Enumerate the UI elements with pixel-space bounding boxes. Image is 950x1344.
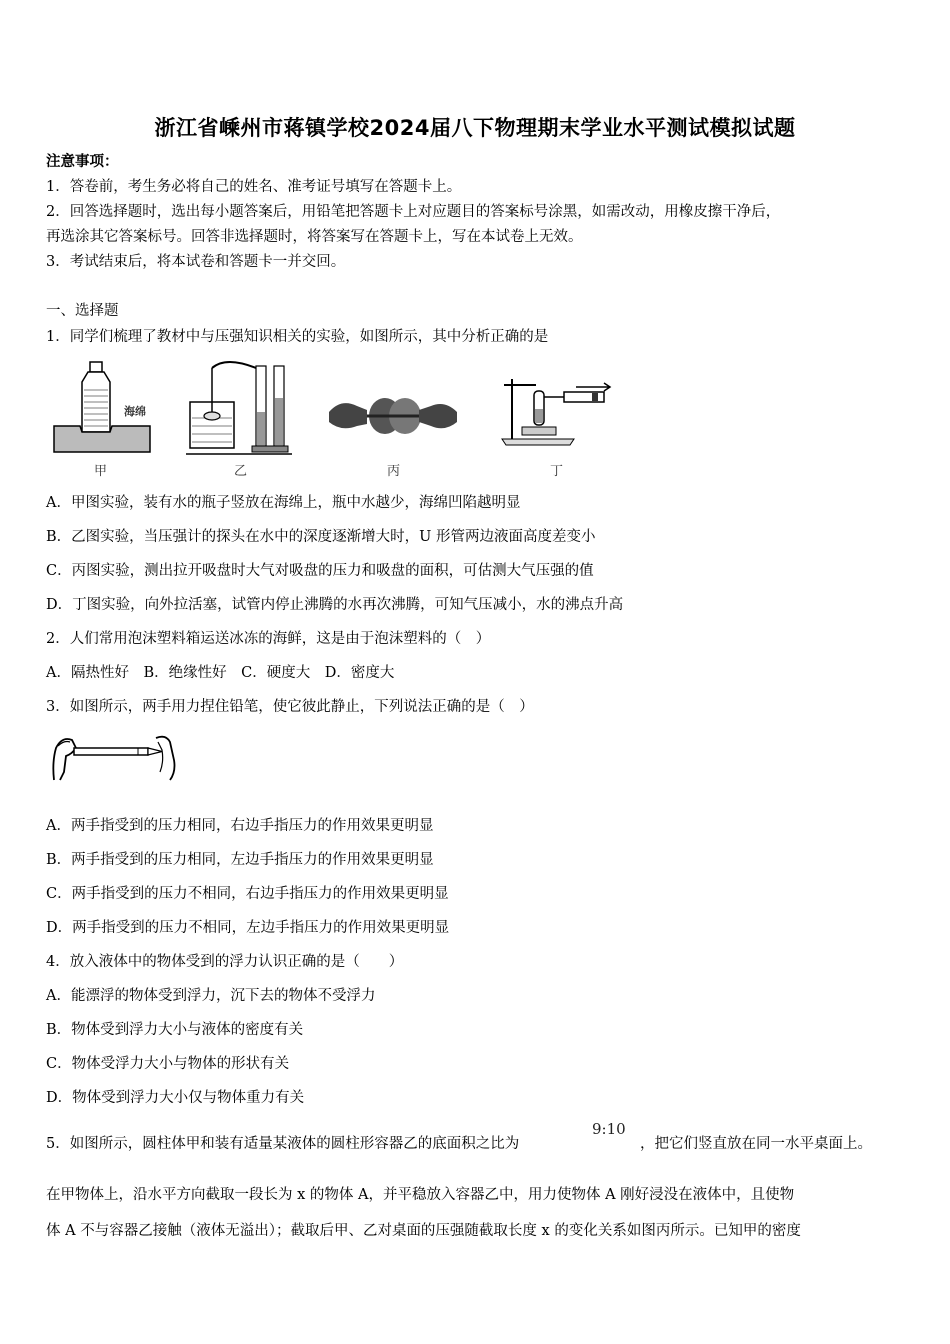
q1-option-b: B．乙图实验，当压强计的探头在水中的深度逐渐增大时，U 形管两边液面高度差变小 xyxy=(46,529,596,545)
figure-label-ding: 丁 xyxy=(550,464,564,479)
q3-option-c: C．两手指受到的压力不相同，右边手指压力的作用效果更明显 xyxy=(46,886,449,902)
figure-label-jia: 甲 xyxy=(94,464,108,479)
figure-pressure-gauge xyxy=(186,358,294,458)
q3-option-d: D．两手指受到的压力不相同，左边手指压力的作用效果更明显 xyxy=(46,920,450,936)
figure-fingers-pencil xyxy=(50,732,180,784)
q1-option-a: A．甲图实验，装有水的瓶子竖放在海绵上，瓶中水越少，海绵凹陷越明显 xyxy=(46,495,521,511)
notice-item: 1．答卷前，考生务必将自己的姓名、准考证号填写在答题卡上。 xyxy=(46,179,462,195)
notice-item: 2．回答选择题时，选出每小题答案后，用铅笔把答题卡上对应题目的答案标号涂黑，如需改动，用橡皮擦干净后， xyxy=(46,204,781,220)
q4-option-c: C．物体受浮力大小与物体的形状有关 xyxy=(46,1056,290,1072)
q4-option-b: B．物体受到浮力大小与液体的密度有关 xyxy=(46,1022,304,1038)
q4-option-d: D．物体受到浮力大小仅与物体重力有关 xyxy=(46,1090,305,1106)
q1-option-c: C．丙图实验，测出拉开吸盘时大气对吸盘的压力和吸盘的面积，可估测大气压强的值 xyxy=(46,563,594,579)
figure-label-bing: 丙 xyxy=(387,464,401,479)
section-heading: 一、选择题 xyxy=(46,303,119,319)
question-3-stem: 3．如图所示，两手用力捏住铅笔，使它彼此静止，下列说法正确的是（ ） xyxy=(46,699,534,715)
question-5-stem-start: 5．如图所示，圆柱体甲和装有适量某液体的圆柱形容器乙的底面积之比为 xyxy=(46,1136,520,1152)
notice-item: 3．考试结束后，将本试卷和答题卡一并交回。 xyxy=(46,254,346,270)
q2-options: A．隔热性好 B．绝缘性好 C．硬度大 D．密度大 xyxy=(46,665,395,681)
exam-title: 浙江省嵊州市蒋镇学校2024届八下物理期末学业水平测试模拟试题 xyxy=(154,116,796,140)
notice-heading: 注意事项： xyxy=(46,153,119,170)
q3-option-b: B．两手指受到的压力相同，左边手指压力的作用效果更明显 xyxy=(46,852,434,868)
question-5-stem-end: ，把它们竖直放在同一水平桌面上。 xyxy=(640,1136,872,1152)
q3-option-a: A．两手指受到的压力相同，右边手指压力的作用效果更明显 xyxy=(46,818,434,834)
question-1-stem: 1．同学们梳理了教材中与压强知识相关的实验，如图所示，其中分析正确的是 xyxy=(46,329,549,345)
sponge-label: 海绵 xyxy=(124,405,146,418)
figure-syringe-test-tube xyxy=(500,375,618,447)
area-ratio: 9:10 xyxy=(592,1120,626,1138)
figure-suction-cups xyxy=(327,392,459,440)
notice-item: 再选涂其它答案标号。回答非选择题时，将答案写在答题卡上，写在本试卷上无效。 xyxy=(46,229,583,245)
question-5-line: 在甲物体上，沿水平方向截取一段长为 x 的物体 A，并平稳放入容器乙中，用力使物体 A 刚好浸没在液体中，且使物 xyxy=(46,1187,795,1203)
question-2-stem: 2．人们常用泡沫塑料箱运送冰冻的海鲜，这是由于泡沫塑料的（ ） xyxy=(46,631,491,647)
figure-label-yi: 乙 xyxy=(234,464,248,479)
question-4-stem: 4．放入液体中的物体受到的浮力认识正确的是（ ） xyxy=(46,954,404,970)
question-5-line: 体 A 不与容器乙接触（液体无溢出）；截取后甲、乙对桌面的压强随截取长度 x 的变化关系如图丙所示。已知甲的密度 xyxy=(46,1223,801,1239)
q1-option-d: D．丁图实验，向外拉活塞，试管内停止沸腾的水再次沸腾，可知气压减小，水的沸点升高 xyxy=(46,597,624,613)
q4-option-a: A．能漂浮的物体受到浮力，沉下去的物体不受浮力 xyxy=(46,988,376,1004)
